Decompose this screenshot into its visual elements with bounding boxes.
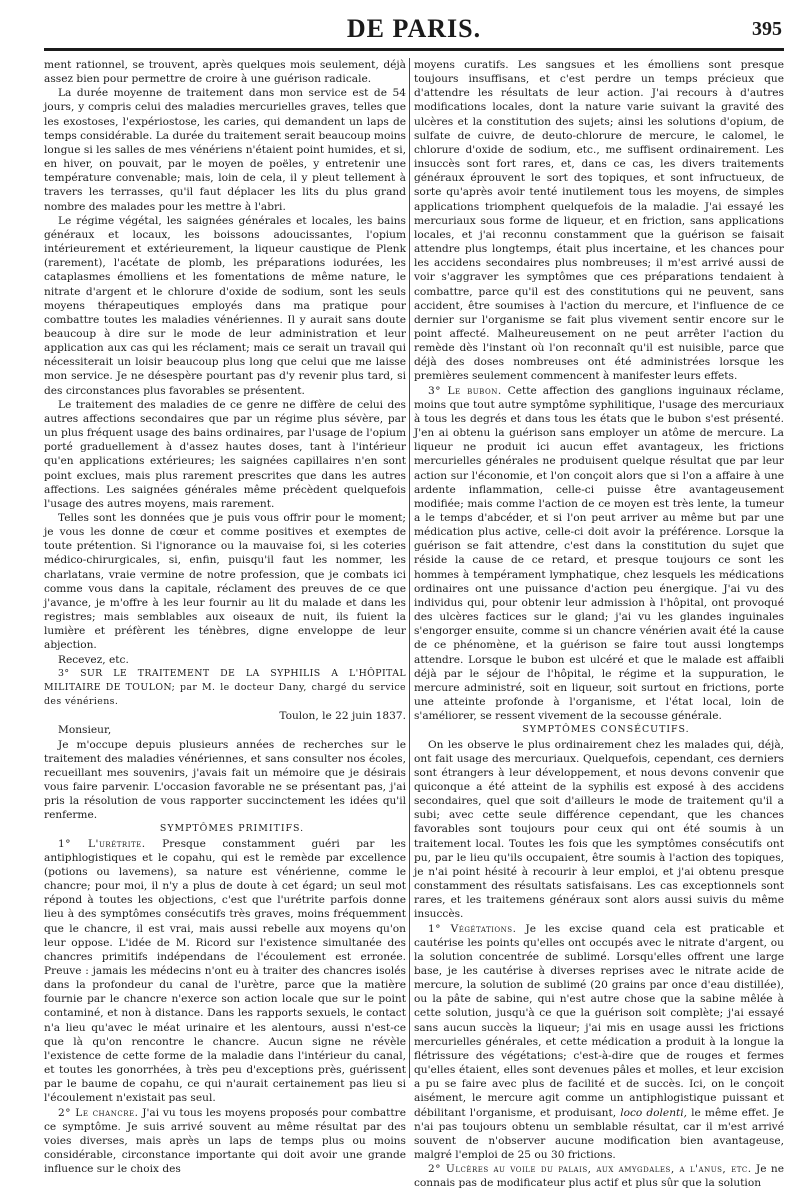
paragraph bbox=[44, 837, 406, 1106]
section-number: 3° bbox=[58, 667, 70, 679]
item-text: Je les excise quand cela est praticable et cautérise les points qu'elles ont occupés avec le nitrate d'argent, ou la solution concentrée de sublimé. Lorsqu'elles offrent une large base, je les cautérise à diverses reprises avec le nitrate acide de mercure, la solution de sublimé (20 grains par once d'eau distillée), ou la pâte de sabine, qui n'est autre chose que la sabine mêlée à cette solution, jusqu'à ce que la guérison soit complète; j'ai essayé sans aucun succès la liqueur; j'ai mis en usage aussi les frictions mercurielles générales, et cette médication a produit à la longue la flétrissure des végétations; c'est-à-dire que de rouges et fermes qu'elles étaient, elles sont devenues pâles et molles, et leur excision a pu se faire avec plus de facilité et de succès. Ici, on le conçoit aisément, le mercure agit comme un antiphlogistique puissant et débilitant l'organisme, et produisant, bbox=[414, 922, 784, 1119]
paragraph: Telles sont les données que je puis vous offrir pour le moment; je vous les donne de cœur et comme positives et exemptes de toute prétention. Si l'ignorance ou la mauvaise foi, si les coteries médico-chirurgicales, si, enfin, puisqu'il faut les nommer, les charlatans, vraie vermine de notre profession, que je combats ici comme vous dans la capitale, réclament des preuves de ce que j'avance, je m'offre à les leur fournir au lit du malade et dans les registres; mais semblables aux oiseaux de nuit, ils fuient la lumière et préfèrent les ténèbres, digne enveloppe de leur abjection. bbox=[44, 512, 406, 652]
item-label: 3° Le bubon. bbox=[428, 384, 502, 397]
page-header bbox=[44, 8, 784, 44]
subheading: SYMPTÔMES PRIMITIFS. bbox=[159, 823, 305, 835]
right-column bbox=[414, 58, 785, 1190]
paragraph: ment rationnel, se trouvent, après quelques mois seulement, déjà assez bien pour permettre de croire à une guérison radicale. bbox=[44, 59, 406, 86]
dateline: Toulon, le 22 juin 1837. bbox=[279, 710, 406, 723]
italic-phrase: loco dolenti, bbox=[620, 1106, 688, 1119]
item-label: 1° Végétations. bbox=[428, 922, 517, 935]
closing-line: Recevez, etc. bbox=[58, 653, 129, 666]
paragraph bbox=[414, 922, 784, 1163]
item-text: Cette affection des ganglions inguinaux réclame, moins que tout autre symptôme syphilitique, l'usage des mercuriaux à tous les degrés et dans tous les états que le bubon s'est présenté. J'en ai obtenu la guérison sans employer un atôme de mercure. La liqueur ne produit ici aucun effet avantageux, les frictions mercurielles générales ne produisent quelque résultat que par leur action sur l'économie, et l'on conçoit alors que si l'on a affaire à une ardente inflammation, celle-ci puisse être avantageusement modifiée; mais comme l'action de ce moyen est très lente, la tumeur a le temps d'abcéder, et si l'on peut arriver au même but par une médication plus active, celle-ci doit avoir la préférence. Lorsque la guérison se fait attendre, c'est dans la constitution du sujet que réside la cause de ce retard, et presque toujours ce sont les hommes à tempérament lymphatique, chez lesquels les médications ordinaires ont une puissance d'action peu énergique. J'ai vu des individus qui, pour obtenir leur admission à l'hôpital, ont provoqué des ulcères factices sur le gland; j'ai vu les glandes inguinales s'engorger ensuite, comme si un chancre vénérien avait été la cause de ce phénomène, et la guérison se faire tout aussi longtemps attendre. Lorsque le bubon est ulcéré et que le malade est affaibli déjà par le séjour de l'hôpital, le régime et la suppuration, le mercure administré, soit en liqueur, soit surtout en frictions, porte une atteinte profonde à l'organisme, et l'état local, loin de s'améliorer, se ressent vivement de la secousse générale. bbox=[414, 384, 784, 723]
subheading: SYMPTÔMES CONSÉCUTIFS. bbox=[522, 724, 690, 736]
header-rule bbox=[44, 48, 784, 51]
item-label: 2° Le chancre. bbox=[58, 1106, 139, 1119]
paragraph: Le régime végétal, les saignées générales et locales, les bains généraux et locaux, les boissons adoucissantes, l'opium intérieurement et extérieurement, la liqueur caustique de Plenk (rarement), l'acétate de plomb, les préparations iodurées, les cataplasmes émolliens et les fomentations de même nature, le nitrate d'argent et le chlorure d'oxide de sodium, sont les seuls moyens thérapeutiques employés dans ma pratique pour combattre toutes les maladies vénériennes. Il y aurait sans doute beaucoup à dire sur le mode de leur administration et leur application aux cas qui les réclament; mais ce serait un travail qui nécessiterait un loisir beaucoup plus long que celui que me laisse mon service. Je ne désespère pourtant pas d'y revenir plus tard, si des circonstances plus favorables se présentent. bbox=[44, 214, 406, 397]
item-text: J'ai vu tous les moyens proposés pour combattre ce symptôme. Je suis arrivé souvent au même résultat par des voies diverses, mais après un laps de temps plus ou moins considérable, circonstance importante qui doit avoir une grande influence sur le choix des bbox=[44, 1106, 406, 1176]
page-title: DE PARIS. bbox=[346, 14, 482, 43]
paragraph: Je m'occupe depuis plusieurs années de recherches sur le traitement des maladies vénériennes, et sans consulter nos écoles, recueillant mes souvenirs, j'avais fait un mémoire que je désirais vous faire parvenir. L'occasion favorable ne se présentant pas, j'ai pris la résolution de vous rapporter succinctement les idées qu'il renferme. bbox=[44, 738, 406, 822]
left-column bbox=[44, 58, 406, 1176]
section-title: SUR LE TRAITEMENT DE LA SYPHILIS A L'HÔPITAL MILITAIRE DE TOULON; bbox=[44, 667, 406, 693]
item-label: 1° L'urétrite. bbox=[58, 837, 146, 850]
paragraph bbox=[414, 384, 784, 724]
salutation: Monsieur, bbox=[58, 724, 112, 737]
item-text: le même effet. Je n'ai pas toujours obtenu un semblable résultat, car il m'est arrivé souvent de n'observer aucune modification bien avantageuse, malgré l'emploi de 25 ou 30 frictions. bbox=[414, 1106, 784, 1162]
item-label: 2° Ulcères au voile du palais, aux amygdales, a l'anus, etc. bbox=[428, 1163, 752, 1176]
paragraph: On les observe le plus ordinairement chez les malades qui, déjà, ont fait usage des mercuriaux. Quelquefois, cependant, ces derniers sont étrangers à leur développement, et nous devons convenir que quiconque a été atteint de la syphilis est exposé à des accidens secondaires, quel que soit d'ailleurs le mode de traitement qu'il a subi; avec cette seule différence cependant, que les chances favorables sont toujours pour ceux qui ont été soumis à un traitement local. Toutes les fois que les symptômes consécutifs ont pu, par le lieu qu'ils occupaient, être soumis à l'action des topiques, je n'ai point hésité à recourir à leur emploi, et j'ai obtenu presque constamment des résultats satisfaisans. Les cas exceptionnels sont rares, et les traitemens généraux sont alors aussi suivis du même insuccès. bbox=[414, 738, 784, 921]
paragraph: La durée moyenne de traitement dans mon service est de 54 jours, y compris celui des maladies mercurielles graves, telles que les exostoses, l'expériostose, les caries, qui demandent un laps de temps considérable. La durée du traitement serait beaucoup moins longue si les salles de mes vénériens n'étaient point humides, et si, en hiver, on pouvait, par le moyen de poëles, y entretenir une température convenable; mais, loin de cela, il y pleut tellement à travers les terrasses, qu'il faut déplacer les lits du plus grand nombre des malades pour les mettre à l'abri. bbox=[44, 87, 406, 213]
paragraph: moyens curatifs. Les sangsues et les émolliens sont presque toujours insuffisans, et c'est perdre un temps précieux que d'attendre les résultats de leur action. J'ai recours à d'autres modifications locales, dont la nature varie suivant la gravité des ulcères et la constitution des sujets; ainsi les solutions d'opium, de sulfate de cuivre, de deuto-chlorure de mercure, le calomel, le chlorure d'oxide de sodium, etc., me suffisent ordinairement. Les insuccès sont fort rares, et, dans ce cas, les divers traitements généraux éprouvent le sort des topiques, et sont infructueux, de sorte qu'après avoir tenté inutilement tous les moyens, de simples applications triomphent quelquefois de la maladie. J'ai essayé les mercuriaux sous forme de liqueur, et en friction, sans applications locales, et j'ai reconnu constamment que la guérison se faisait attendre plus longtemps, était plus incertaine, et les chances pour les accidens secondaires plus nombreuses; il m'est arrivé aussi de voir s'aggraver les symptômes que ces préparations tendaient à combattre, parce qu'il est des constitutions qui ne peuvent, sans accident, être soumises à l'action du mercure, et l'influence de ce dernier sur l'organisme se fait plus vivement sentir encore sur le point affecté. Malheureusement on ne peut arrêter l'action du remède dès l'instant où l'on reconnaît qu'il est nuisible, parce que déjà des doses nombreuses ont été administrées lorsque les premières seulement commencent à manifester leurs effets. bbox=[414, 59, 784, 383]
item-text: Je ne connais pas de modificateur plus actif et plus sûr que la solution bbox=[414, 1163, 785, 1190]
section-subtitle: par M. le docteur Dany, chargé du service des vénériens. bbox=[44, 681, 406, 708]
column-divider bbox=[409, 58, 410, 1078]
paragraph bbox=[414, 1162, 784, 1190]
paragraph: Le traitement des maladies de ce genre ne diffère de celui des autres affections secondaires que par un régime plus sévère, par un plus fréquent usage des bains ordinaires, par l'usage de l'opium porté graduellement à d'assez hautes doses, tant à l'intérieur qu'en applications extérieures; les saignées capillaires n'en sont point exclues, mais plus rarement prescrites que dans les autres affections. Les saignées générales même précèdent quelquefois l'usage des autres moyens, mais rarement. bbox=[44, 398, 406, 510]
section-heading bbox=[44, 667, 406, 709]
paragraph bbox=[44, 1106, 406, 1177]
item-text: Presque constamment guéri par les antiphlogistiques et le copahu, qui est le remède par excellence (potions ou lavemens), sa nature est vénérienne, comme le chancre; pour moi, il n'y a plus de doute à cet égard; un seul mot répond à toutes les objections, c'est que l'urétrite parfois donne lieu à des symptômes consécutifs très graves, moins fréquemment que le chancre, il est vrai, mais aussi rebelle aux moyens qu'on leur oppose. L'idée de M. Ricord sur l'existence simultanée des chancres primitifs indépendans de l'écoulement est erronée. Preuve : jamais les médecins n'ont eu à traiter des chancres isolés dans la profondeur du canal de l'urètre, parce que la matière fournie par le chancre n'exerce son action locale que sur le point contaminé, et non à distance. Dans les rapports sexuels, le contact n'a lieu qu'avec le méat urinaire et les alentours, aussi n'est-ce que là qu'on rencontre le chancre. Aucun signe ne révèle l'existence de cette forme de la maladie dans l'intérieur du canal, et toutes les gonorrhées, à très peu d'exceptions près, guérissent par le baume de copahu, ce qui n'aurait certainement pas lieu si l'écoulement n'existait pas seul. bbox=[44, 837, 406, 1105]
page-number: 395 bbox=[752, 18, 782, 40]
